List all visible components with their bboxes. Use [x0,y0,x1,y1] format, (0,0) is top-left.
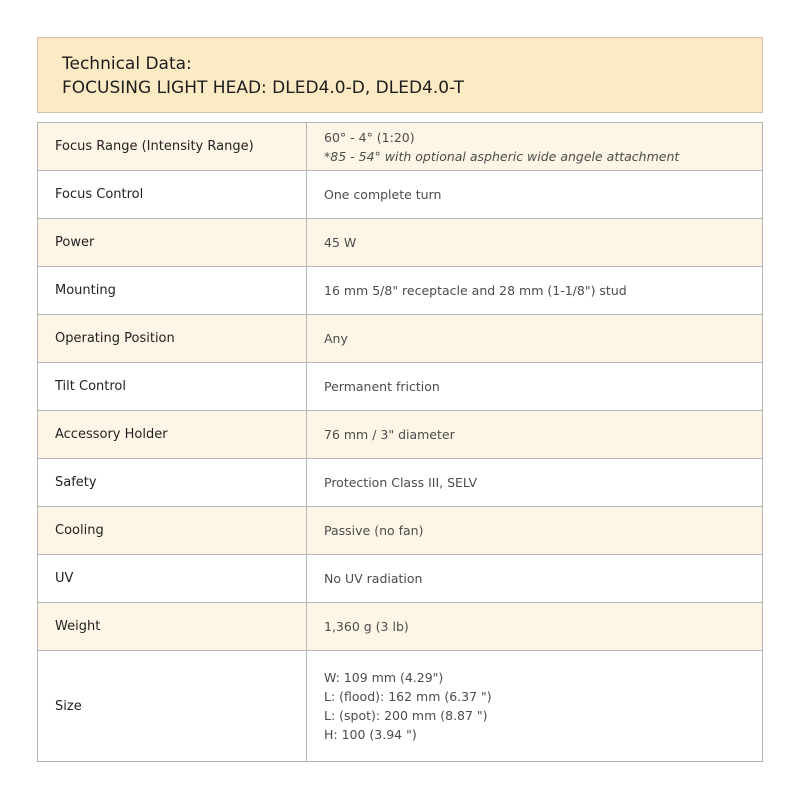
size-line: L: (flood): 162 mm (6.37 ") [324,689,492,704]
row-value: Permanent friction [307,363,763,411]
row-value: 1,360 g (3 lb) [307,603,763,651]
row-value: 45 W [307,219,763,267]
row-value-note: *85 - 54° with optional aspheric wide angele attachment [324,148,680,164]
size-line: L: (spot): 200 mm (8.87 ") [324,708,488,723]
table-row [38,171,763,219]
header-product: FOCUSING LIGHT HEAD: DLED4.0-D, DLED4.0-T [62,78,465,98]
row-label: Focus Control [38,171,307,219]
table-row [38,219,763,267]
row-label: Focus Range (Intensity Range) [38,123,307,171]
row-label: Size [38,651,307,762]
table-row [38,459,763,507]
table-row [38,315,763,363]
header-title: Technical Data: [62,54,192,74]
table-row [38,411,763,459]
row-value: 76 mm / 3" diameter [307,411,763,459]
row-value: No UV radiation [307,555,763,603]
table-row [38,123,763,171]
row-value: Protection Class III, SELV [307,459,763,507]
size-line: W: 109 mm (4.29") [324,670,444,685]
table-row [38,603,763,651]
table-row [38,507,763,555]
table-row [38,267,763,315]
size-line: H: 100 (3.94 ") [324,727,417,742]
row-label: Cooling [38,507,307,555]
row-value-main: 60° - 4° (1:20) [324,129,415,145]
row-label: Tilt Control [38,363,307,411]
row-value [307,651,763,762]
row-label: UV [38,555,307,603]
table-row [38,363,763,411]
row-value [307,123,763,171]
row-label: Power [38,219,307,267]
header-box [37,37,763,113]
row-value: 16 mm 5/8" receptacle and 28 mm (1-1/8") stud [307,267,763,315]
table-row [38,555,763,603]
row-label: Safety [38,459,307,507]
row-value: Any [307,315,763,363]
spec-table [37,122,763,762]
row-label: Mounting [38,267,307,315]
row-label: Accessory Holder [38,411,307,459]
table-row [38,651,763,762]
row-label: Operating Position [38,315,307,363]
row-label: Weight [38,603,307,651]
row-value: One complete turn [307,171,763,219]
row-value: Passive (no fan) [307,507,763,555]
